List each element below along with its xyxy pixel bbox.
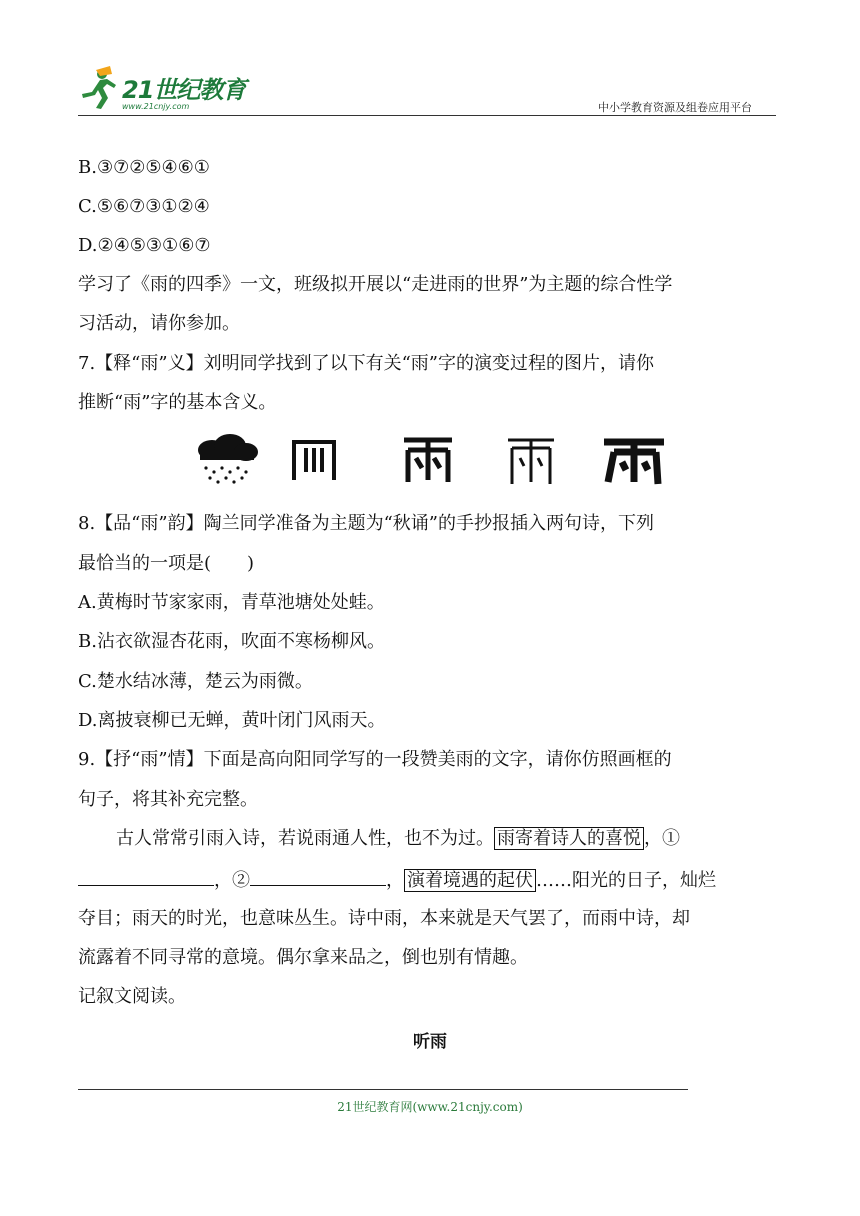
header-divider [78,115,776,116]
logo-url: www.21cnjy.com [122,102,190,111]
intro-line-1: 学习了《雨的四季》一文，班级拟开展以“走进雨的世界”为主题的综合性学 [78,274,673,295]
q9-text: ……阳光的日子，灿烂 [536,870,716,891]
q7-line-1: 7.【释“雨”义】刘明同学找到了以下有关“雨”字的演变过程的图片，请你 [78,353,654,374]
article-title: 听雨 [413,1032,447,1052]
footer-divider [78,1089,688,1090]
q8-option-c: C.楚水结冰薄，楚云为雨微。 [78,671,313,692]
rain-seal-glyph [508,440,554,484]
answer-blank-1[interactable] [78,867,214,886]
logo-text: 21世纪教育 [122,76,246,104]
site-logo [76,64,246,120]
q9-line-2: 句子，将其补充完整。 [78,789,258,810]
q8-line-2: 最恰当的一项是( ) [78,553,255,574]
q9-paragraph-line-4: 流露着不同寻常的意境。偶尔拿来品之，倒也别有情趣。 [78,947,528,968]
rain-pictograph-glyph [198,434,258,484]
q9-paragraph-line-3: 夺目；雨天的时光，也意味丛生。诗中雨，本来就是天气罢了，而雨中诗，却 [78,908,690,929]
option-c: C.⑤⑥⑦③①②④ [78,196,210,217]
rain-bronze-glyph [404,440,452,482]
intro-line-2: 习活动，请你参加。 [78,313,240,334]
q9-paragraph-line-1 [116,827,680,851]
platform-name: 中小学教育资源及组卷应用平台 [598,101,752,114]
answer-blank-2[interactable] [250,867,386,886]
rain-clerical-glyph [604,442,664,484]
q8-option-b: B.沾衣欲湿杏花雨，吹面不寒杨柳风。 [78,631,385,652]
q9-line-1: 9.【抒“雨”情】下面是高向阳同学写的一段赞美雨的文字，请你仿照画框的 [78,749,672,770]
q9-text: 古人常常引雨入诗，若说雨通人性，也不为过。 [116,828,494,849]
rain-oracle-glyph [292,442,336,480]
rain-character-evolution-image [190,432,670,488]
q9-text: ， [386,870,404,891]
q8-line-1: 8.【品“雨”韵】陶兰同学准备为主题为“秋诵”的手抄报插入两句诗，下列 [78,513,654,534]
runner-icon [76,64,120,112]
section-heading: 记叙文阅读。 [78,986,186,1007]
q8-option-a: A.黄梅时节家家雨，青草池塘处处蛙。 [78,592,385,613]
q9-boxed-sentence-1: 雨寄着诗人的喜悦 [494,827,644,850]
q9-text: ，① [644,828,680,849]
q9-boxed-sentence-2: 演着境遇的起伏 [404,869,536,892]
q9-text: ，② [214,870,250,891]
q8-option-d: D.离披衰柳已无蝉，黄叶闭门风雨天。 [78,710,386,731]
option-d: D.②④⑤③①⑥⑦ [78,235,211,256]
q7-line-2: 推断“雨”字的基本含义。 [78,392,277,413]
option-b: B.③⑦②⑤④⑥① [78,157,210,178]
footer-text: 21世纪教育网(www.21cnjy.com) [337,1100,523,1114]
q9-paragraph-line-2 [78,867,716,893]
